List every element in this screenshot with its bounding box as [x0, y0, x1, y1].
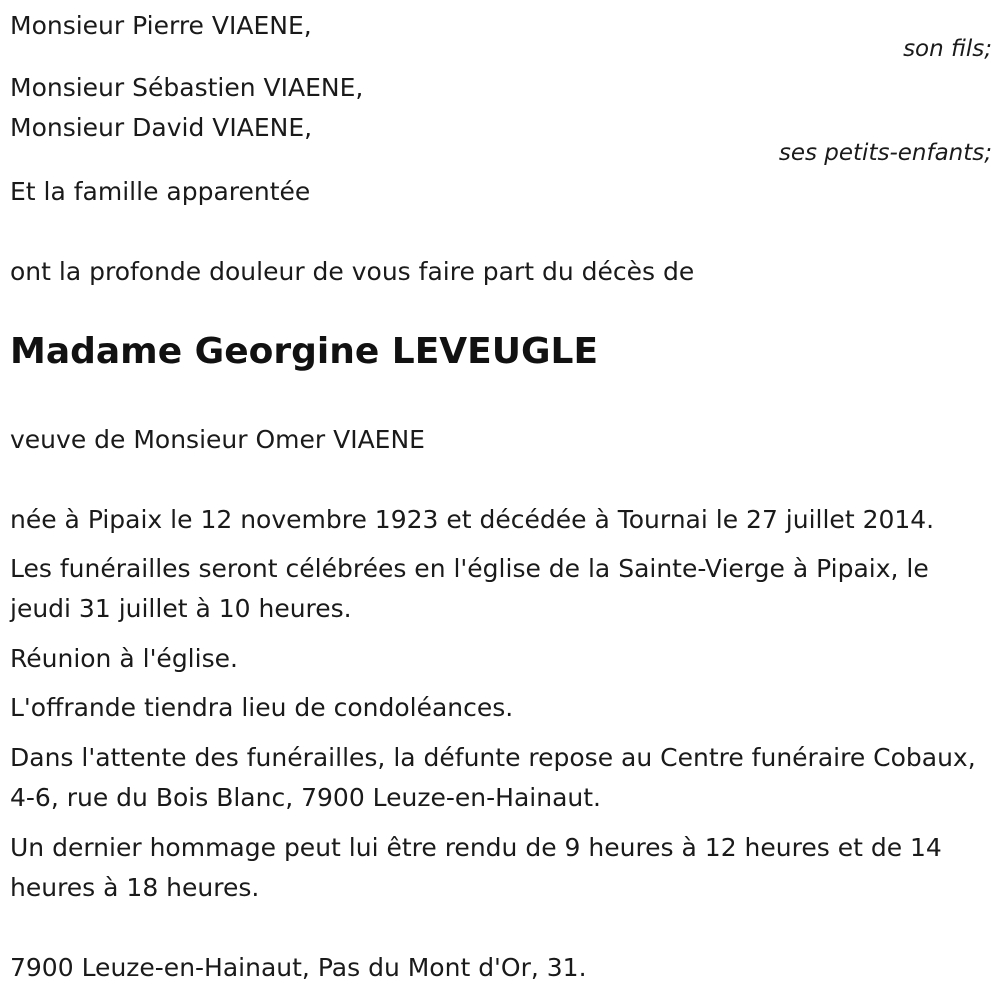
meeting-line: Réunion à l'église.: [10, 644, 238, 673]
repose-paragraph: Dans l'attente des funérailles, la défunte repose au Centre funéraire Cobaux, 4-6, rue du Bois Blanc, 7900 Leuze-en-Hainaut.: [10, 743, 976, 812]
grandchildren-role-label: ses petits-enfants;: [778, 140, 992, 166]
son-name: Monsieur Pierre VIAENE,: [10, 11, 312, 40]
funeral-paragraph: Les funérailles seront célébrées en l'église de la Sainte-Vierge à Pipaix, le jeudi 31 juillet à 10 heures.: [10, 554, 929, 623]
obituary-document: [10, 0, 992, 1001]
relatives-line: Et la famille apparentée: [10, 177, 311, 206]
son-role-label: son fils;: [903, 36, 992, 62]
deceased-name: Madame Georgine LEVEUGLE: [10, 331, 599, 372]
address-line: 7900 Leuze-en-Hainaut, Pas du Mont d'Or, 31.: [10, 953, 587, 982]
grandchild-name: Monsieur David VIAENE,: [10, 113, 313, 142]
offering-line: L'offrande tiendra lieu de condoléances.: [10, 693, 514, 722]
widow-of-line: veuve de Monsieur Omer VIAENE: [10, 425, 425, 454]
announcement-intro: ont la profonde douleur de vous faire part du décès de: [10, 257, 695, 286]
tribute-paragraph: Un dernier hommage peut lui être rendu de 9 heures à 12 heures et de 14 heures à 18 heures.: [10, 833, 942, 902]
grandchild-name: Monsieur Sébastien VIAENE,: [10, 73, 364, 102]
birth-death-line: née à Pipaix le 12 novembre 1923 et décédée à Tournai le 27 juillet 2014.: [10, 505, 935, 534]
